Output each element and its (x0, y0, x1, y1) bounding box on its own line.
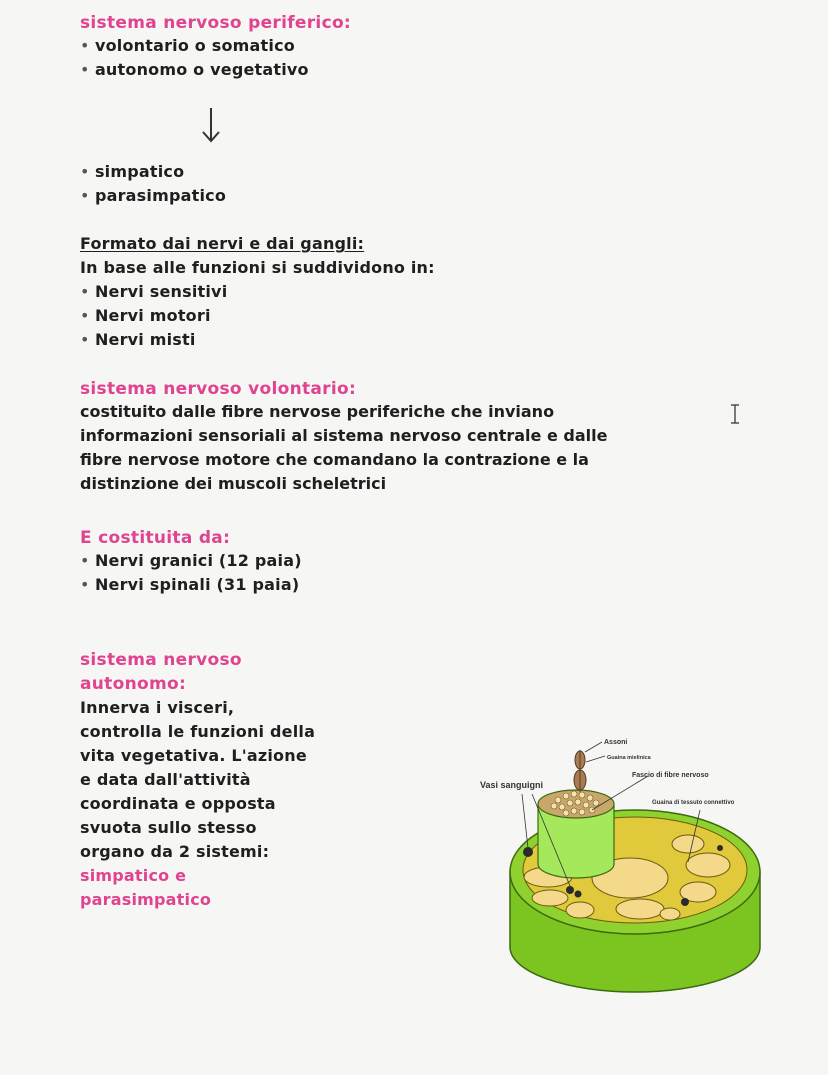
blood-vessel-dot (523, 847, 533, 857)
autonomo-section (80, 648, 315, 912)
autonomo-line-7: organo da 2 sistemi: (80, 842, 270, 861)
volontario-line-4: distinzione dei muscoli scheletrici (80, 474, 387, 493)
label-assoni: Assoni (604, 739, 628, 746)
blood-vessel-dot (717, 845, 723, 851)
sub-item-simpatico: • simpatico (80, 160, 226, 184)
periferico-section (80, 12, 351, 82)
costituita-item-2: • Nervi spinali (31 paia) (80, 573, 302, 597)
formato-title: Formato dai nervi e dai gangli: (80, 234, 365, 253)
fascicle-oval (532, 890, 568, 906)
autonomo-title-line-1: sistema nervoso (80, 650, 242, 670)
label-guaina-connettivo: Guaina di tessuto connettivo (652, 800, 735, 806)
blood-vessel-dot (681, 898, 689, 906)
formato-item-3: • Nervi misti (80, 328, 435, 352)
formato-section (80, 232, 435, 352)
costituita-item-1: • Nervi granici (12 paia) (80, 549, 302, 573)
autonomo-title-line-2: autonomo: (80, 674, 187, 694)
label-fascio: Fascio di fibre nervoso (632, 772, 709, 779)
blood-vessel-dot (566, 886, 574, 894)
autonomo-line-6: svuota sullo stesso (80, 818, 257, 837)
fascicle-oval (566, 902, 594, 918)
volontario-title: sistema nervoso volontario: (80, 379, 357, 399)
periferico-title: sistema nervoso periferico: (80, 13, 352, 33)
fascicle-oval (672, 835, 704, 853)
sub-item-parasimpatico: • parasimpatico (80, 184, 226, 208)
costituita-section (80, 527, 302, 597)
label-guaina-mielinica: Guaina mielinica (607, 755, 651, 761)
periferico-item-1: • volontario o somatico (80, 34, 351, 58)
volontario-line-1: costituito dalle fibre nervose periferiche che inviano (80, 402, 555, 421)
fascicle-oval (686, 853, 730, 877)
autonomo-line-5: coordinata e opposta (80, 794, 276, 813)
fascicle-oval (660, 908, 680, 920)
formato-item-2: • Nervi motori (80, 304, 435, 328)
volontario-line-3: fibre nervose motore che comandano la contrazione e la (80, 450, 589, 469)
autonomo-subdivision (80, 160, 226, 208)
volontario-section (80, 378, 720, 496)
down-arrow-icon (197, 106, 225, 144)
autonomo-line-1: Innerva i visceri, (80, 698, 235, 717)
volontario-line-2: informazioni sensoriali al sistema nervoso centrale e dalle (80, 426, 608, 445)
formato-intro: In base alle funzioni si suddividono in: (80, 258, 435, 277)
formato-item-1: • Nervi sensitivi (80, 280, 435, 304)
autonomo-highlight-2: parasimpatico (80, 890, 212, 909)
costituita-title: E costituita da: (80, 528, 231, 548)
autonomo-line-3: vita vegetativa. L'azione (80, 746, 307, 765)
nerve-cross-section-diagram (470, 722, 800, 1002)
autonomo-line-4: e data dall'attività (80, 770, 251, 789)
label-vasi: Vasi sanguigni (480, 780, 544, 790)
blood-vessel-dot (575, 891, 582, 898)
fascicle-oval (616, 899, 664, 919)
periferico-item-2: • autonomo o vegetativo (80, 58, 351, 82)
autonomo-highlight-1: simpatico e (80, 866, 187, 885)
autonomo-line-2: controlla le funzioni della (80, 722, 316, 741)
text-cursor-icon (728, 403, 742, 425)
